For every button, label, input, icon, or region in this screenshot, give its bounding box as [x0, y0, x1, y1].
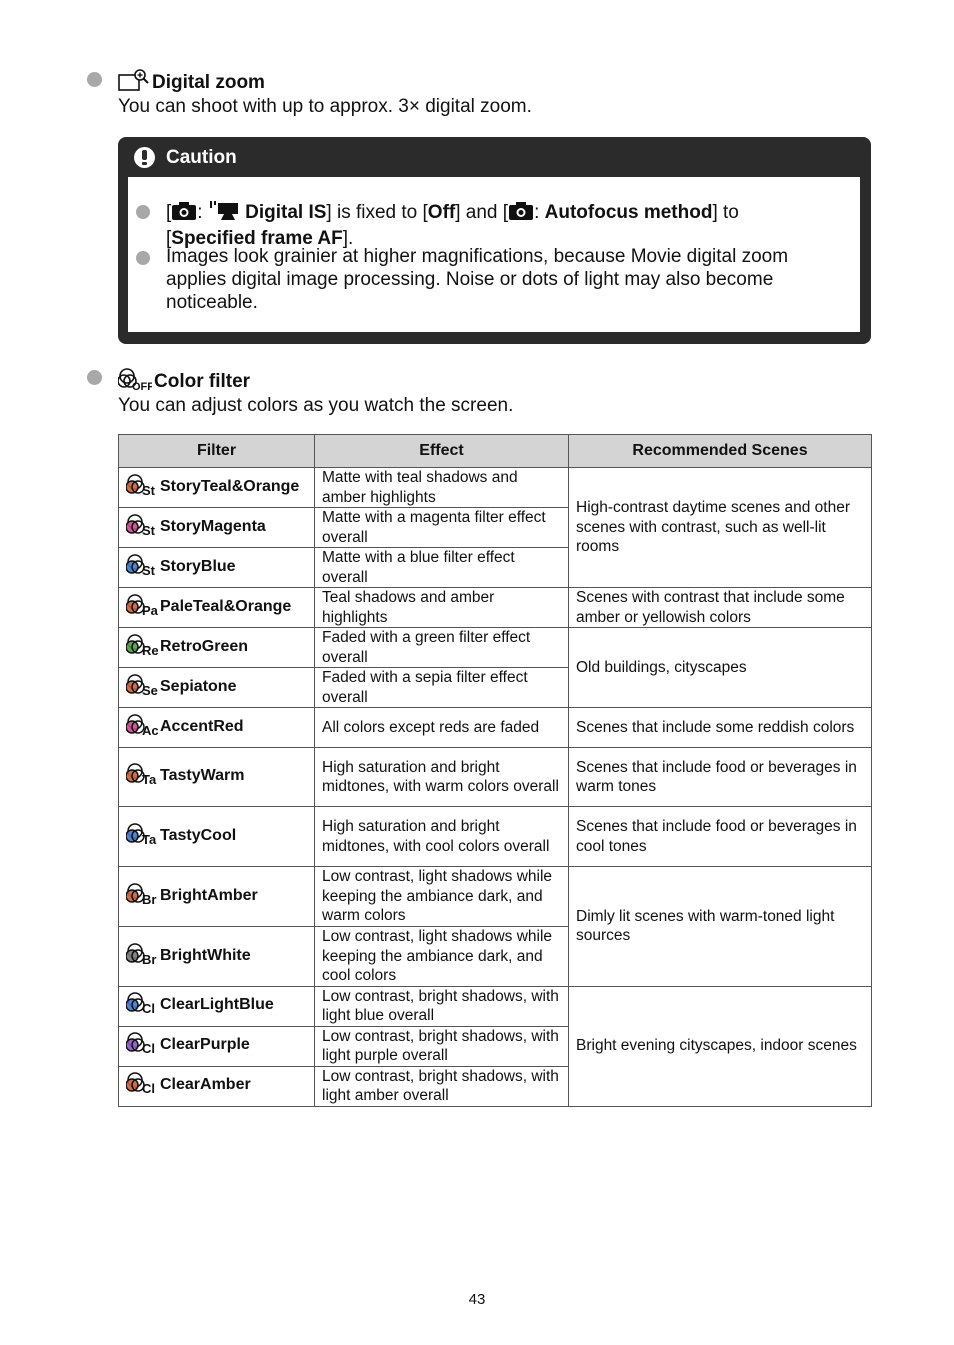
filter-name-cell — [119, 468, 315, 508]
filter-name: Sepiatone — [160, 677, 237, 695]
color-filter-icon — [126, 673, 158, 703]
table-row — [119, 708, 872, 748]
svg-text:Cl: Cl — [142, 1081, 155, 1096]
recommended-scene-cell: Bright evening cityscapes, indoor scenes — [569, 986, 872, 1106]
recommended-scene-cell: Scenes that include food or beverages in cool tones — [569, 807, 872, 867]
color-filter-icon — [126, 633, 158, 663]
color-filter-icon — [126, 1071, 158, 1101]
color-filter-icon — [126, 553, 158, 583]
color-filter-icon — [126, 593, 158, 623]
caution-box — [118, 137, 871, 344]
color-filter-icon — [126, 822, 158, 852]
color-filter-icon — [126, 513, 158, 543]
recommended-scene-cell: Scenes with contrast that include some amber or yellowish colors — [569, 588, 872, 628]
recommended-scene-cell: High-contrast daytime scenes and other scenes with contrast, such as well-lit rooms — [569, 468, 872, 588]
filter-name: TastyCool — [160, 826, 237, 844]
filter-name-cell — [119, 628, 315, 668]
color-filter-icon — [126, 473, 158, 503]
svg-text:Se: Se — [142, 682, 158, 697]
filter-effect-cell: High saturation and bright midtones, with warm colors overall — [315, 748, 569, 807]
filter-name: ClearPurple — [160, 1036, 250, 1054]
filter-name-cell — [119, 867, 315, 927]
caution-header — [118, 137, 871, 177]
color-filter-icon — [126, 882, 158, 912]
caution-item-2: Images look grainier at higher magnifications, because Movie digital zoom applies digital image processing. Noise or dots of light may also become noticeable. — [166, 246, 789, 313]
filter-name: ClearLightBlue — [160, 996, 274, 1014]
filter-name: BrightAmber — [160, 886, 258, 904]
digital-zoom-title: Digital zoom — [152, 72, 265, 93]
filter-name-cell — [119, 927, 315, 987]
color-filter-icon — [126, 713, 158, 743]
svg-text:St: St — [142, 482, 155, 497]
table-row — [119, 807, 872, 867]
table-row — [119, 867, 872, 927]
color-filter-icon — [126, 1031, 158, 1061]
filter-effect-cell: Matte with a magenta filter effect overall — [315, 508, 569, 548]
filter-name: AccentRed — [160, 717, 244, 735]
filter-name-cell — [119, 1066, 315, 1106]
color-filter-table — [118, 434, 872, 1107]
header-recommended-scenes: Recommended Scenes — [569, 435, 872, 468]
filter-name-cell — [119, 1026, 315, 1066]
svg-text:Br: Br — [142, 891, 157, 906]
filter-name: StoryTeal&Orange — [160, 477, 300, 495]
filter-effect-cell: Low contrast, light shadows while keeping the ambiance dark, and cool colors — [315, 927, 569, 987]
caution-bullet-2 — [136, 251, 150, 265]
color-filter-icon — [126, 762, 158, 792]
filter-effect-cell: Teal shadows and amber highlights — [315, 588, 569, 628]
color-filter-title: Color filter — [154, 371, 251, 392]
table-row — [119, 986, 872, 1026]
caution-item-1: [ : Digital IS] is fixed to [Off] and [ : Autofocus method] to [Specified frame AF]. — [166, 199, 856, 250]
filter-effect-cell: Low contrast, light shadows while keeping the ambiance dark, and warm colors — [315, 867, 569, 927]
filter-name-cell — [119, 807, 315, 867]
filter-name: RetroGreen — [160, 637, 249, 655]
recommended-scene-cell: Dimly lit scenes with warm-toned light sources — [569, 867, 872, 987]
color-filter-off-icon — [118, 367, 152, 397]
table-row — [119, 468, 872, 508]
filter-name: ClearAmber — [160, 1076, 251, 1094]
svg-text:St: St — [142, 562, 155, 577]
page-number: 43 — [468, 1291, 486, 1308]
filter-effect-cell: Low contrast, bright shadows, with light purple overall — [315, 1026, 569, 1066]
filter-effect-cell: Low contrast, bright shadows, with light blue overall — [315, 986, 569, 1026]
filter-name-cell — [119, 548, 315, 588]
svg-text:OFF: OFF — [132, 381, 152, 391]
svg-text:Br: Br — [142, 951, 157, 966]
filter-name: TastyWarm — [160, 767, 245, 785]
table-row — [119, 588, 872, 628]
movie-camera-icon — [208, 199, 240, 227]
filter-name-cell — [119, 508, 315, 548]
caution-bullet-1 — [136, 205, 150, 219]
header-filter: Filter — [119, 435, 315, 468]
color-filter-icon — [126, 991, 158, 1021]
digital-zoom-icon — [118, 68, 150, 98]
bullet-color-filter — [87, 370, 102, 385]
header-effect: Effect — [315, 435, 569, 468]
camera-icon — [508, 201, 534, 227]
recommended-scene-cell: Scenes that include some reddish colors — [569, 708, 872, 748]
svg-text:Cl: Cl — [142, 1001, 155, 1016]
color-filter-heading — [118, 367, 250, 397]
table-header-row — [119, 435, 872, 468]
caution-title: Caution — [166, 147, 237, 168]
svg-text:Pa: Pa — [142, 602, 158, 617]
filter-effect-cell: Matte with a blue filter effect overall — [315, 548, 569, 588]
svg-text:Re: Re — [142, 642, 158, 657]
bullet-digital-zoom — [87, 72, 102, 87]
caution-body — [128, 177, 860, 332]
svg-text:Ta: Ta — [142, 772, 157, 787]
svg-text:Cl: Cl — [142, 1041, 155, 1056]
filter-effect-cell: Faded with a sepia filter effect overall — [315, 668, 569, 708]
filter-effect-cell: High saturation and bright midtones, with cool colors overall — [315, 807, 569, 867]
filter-effect-cell: All colors except reds are faded — [315, 708, 569, 748]
color-filter-icon — [126, 942, 158, 972]
color-filter-description: You can adjust colors as you watch the screen. — [118, 395, 514, 416]
digital-zoom-description: You can shoot with up to approx. 3× digital zoom. — [118, 96, 532, 117]
digital-zoom-heading — [118, 68, 265, 98]
filter-name: StoryMagenta — [160, 517, 266, 535]
filter-name: BrightWhite — [160, 946, 251, 964]
exclamation-icon — [134, 147, 155, 168]
table-row — [119, 748, 872, 807]
recommended-scene-cell: Old buildings, cityscapes — [569, 628, 872, 708]
table-row — [119, 628, 872, 668]
recommended-scene-cell: Scenes that include food or beverages in warm tones — [569, 748, 872, 807]
filter-effect-cell: Faded with a green filter effect overall — [315, 628, 569, 668]
filter-effect-cell: Matte with teal shadows and amber highlights — [315, 468, 569, 508]
filter-name-cell — [119, 588, 315, 628]
filter-name: StoryBlue — [160, 557, 236, 575]
filter-effect-cell: Low contrast, bright shadows, with light amber overall — [315, 1066, 569, 1106]
filter-name: PaleTeal&Orange — [160, 597, 292, 615]
svg-text:St: St — [142, 522, 155, 537]
svg-text:Ta: Ta — [142, 831, 157, 846]
filter-name-cell — [119, 748, 315, 807]
filter-name-cell — [119, 986, 315, 1026]
filter-name-cell — [119, 708, 315, 748]
camera-icon — [171, 201, 197, 227]
svg-text:Ac: Ac — [142, 722, 158, 737]
filter-name-cell — [119, 668, 315, 708]
